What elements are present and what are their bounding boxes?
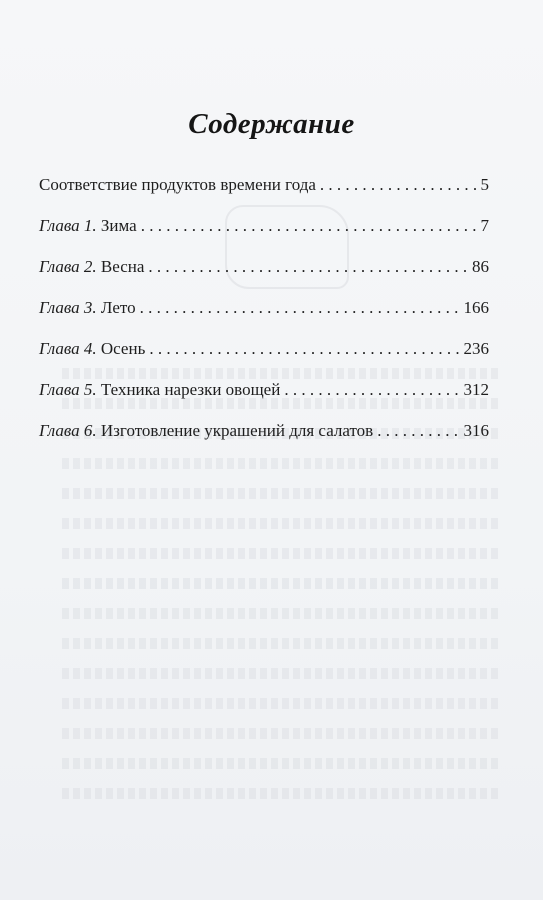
toc-entry-title [39,175,316,195]
toc-entry-title [39,421,373,441]
toc-leader-dots [284,380,459,400]
table-of-contents [39,175,489,462]
toc-page-number: 7 [480,216,489,235]
toc-leader-dots [140,298,460,318]
toc-page-number: 166 [463,298,489,317]
toc-entry-title [39,380,280,400]
toc-page-number: 316 [463,421,489,440]
toc-entry-title [39,216,137,236]
toc-leader-dots [149,339,459,359]
toc-leader-dots [148,257,468,277]
toc-title: Зима [100,216,137,235]
toc-row [39,298,489,339]
toc-title: Техника нарезки овощей [100,380,281,399]
toc-row [39,175,489,216]
toc-chapter-prefix: Глава 2. [39,257,97,276]
toc-row [39,257,489,298]
toc-chapter-prefix: Глава 6. [39,421,97,440]
toc-title: Весна [100,257,145,276]
toc-page-number: 312 [463,380,489,399]
toc-title: Лето [100,298,136,317]
toc-chapter-prefix: Глава 5. [39,380,97,399]
toc-leader-dots [377,421,459,441]
toc-row [39,421,489,462]
toc-chapter-prefix: Глава 3. [39,298,97,317]
toc-entry-title [39,257,144,277]
toc-entry-title [39,298,136,318]
toc-page-number: 86 [472,257,489,276]
toc-heading: Содержание [188,108,355,140]
toc-row [39,339,489,380]
toc-chapter-prefix: Глава 4. [39,339,97,358]
toc-row [39,216,489,257]
toc-leader-dots [320,175,477,195]
toc-title: Соответствие продуктов времени года [39,175,316,194]
toc-row [39,380,489,421]
toc-page-number: 236 [463,339,489,358]
toc-chapter-prefix: Глава 1. [39,216,97,235]
toc-leader-dots [141,216,477,236]
toc-title: Изготовление украшений для салатов [100,421,374,440]
toc-title: Осень [100,339,146,358]
toc-entry-title [39,339,145,359]
toc-page-number: 5 [480,175,489,194]
